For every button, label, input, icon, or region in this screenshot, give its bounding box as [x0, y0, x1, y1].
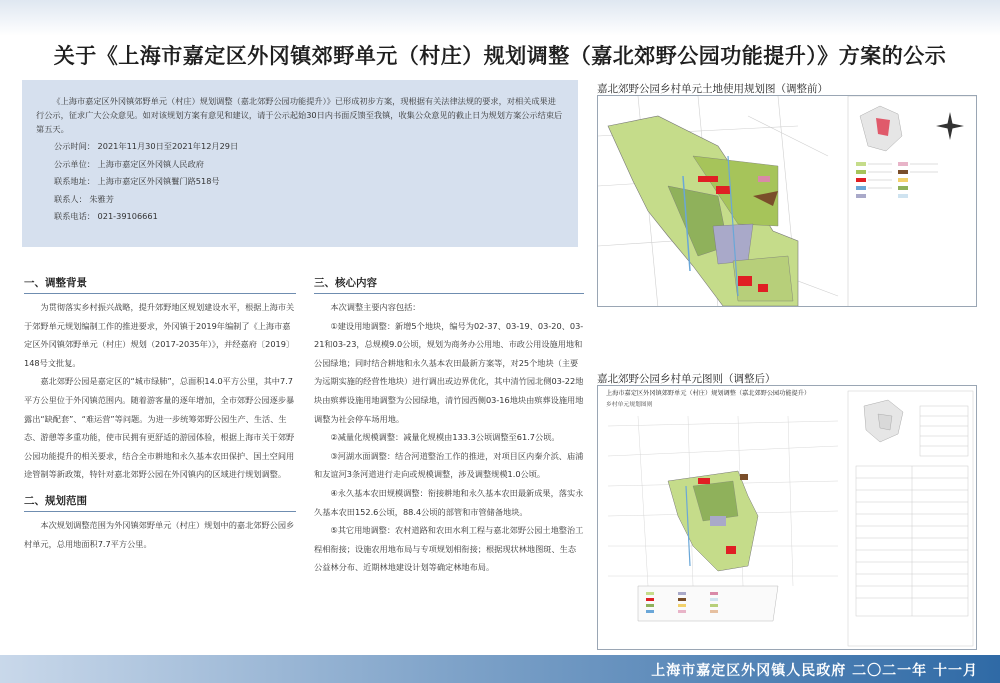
notice-period: 公示时间： 2021年11月30日至2021年12月29日 — [54, 141, 239, 151]
notice-phone: 联系电话： 021-39106661 — [54, 211, 158, 221]
map-after-inner-title: 上海市嘉定区外冈镇郊野单元（村庄）规划调整（嘉北郊野公园功能提升） — [606, 390, 811, 397]
map-after-label: 嘉北郊野公园乡村单元图则（调整后） — [597, 373, 776, 385]
section-2-para-1: 本次规划调整范围为外冈镇郊野单元（村庄）规划中的嘉北郊野公园乡村单元，总用地面积7.7平方公里。 — [24, 519, 295, 549]
map-before-label: 嘉北郊野公园乡村单元土地使用规划图（调整前） — [597, 83, 828, 95]
section-3-item-5: ⑤其它用地调整：农村道路和农田水利工程与嘉北郊野公园土地整治工程相衔接；设施农用地布局与专项规划相衔接；根据现状林地图斑、生态公益林分布、近期林地建设计划等确定林地布局。 — [314, 525, 584, 573]
section-3-item-2: ②减量化规模调整：减量化规模由133.3公顷调整至61.7公顷。 — [330, 432, 560, 443]
land-use-map-after — [598, 386, 977, 650]
section-3-item-1: ①建设用地调整：新增5个地块，编号为02-37、03-19、03-20、03-21和03-23，总规模9.0公顷，规划为商务办公用地、市政公用设施用地和公园绿地；同时结合耕地和永久基本农田最新方案等，对25个地块（主要为远期实施的经营性地块）进行调出或边界优化，其中清竹园北侧03-22地块由殡葬设施用地调整为公园绿地，清竹园西侧03-16地块由殡葬设施用地调整为社会停车场用地。 — [314, 320, 584, 424]
section-3-lead: 本次调整主要内容包括： — [330, 302, 421, 312]
notice-unit: 公示单位： 上海市嘉定区外冈镇人民政府 — [54, 158, 204, 169]
map-after-panel[interactable] — [597, 385, 977, 650]
notice-intro: 《上海市嘉定区外冈镇郊野单元（村庄）规划调整（嘉北郊野公园功能提升）》已形成初步方案，现根据有关法律法规的要求，对相关成果进行公示，征求广大公众意见。如对该规划方案有意见和建议，请于公示起始30日内书面反馈至我镇，收集公众意见的截止日为规划方案公示结束后第五天。 — [36, 96, 563, 134]
notice-contact: 联系人： 朱雅芳 — [54, 193, 114, 204]
page-title: 关于《上海市嘉定区外冈镇郊野单元（村庄）规划调整（嘉北郊野公园功能提升）》方案的公示 — [53, 44, 947, 68]
map-before-panel[interactable] — [597, 95, 977, 307]
section-1-title: 一、调整背景 — [24, 277, 87, 289]
left-column — [24, 274, 296, 553]
header-band — [0, 0, 1000, 36]
section-divider — [314, 293, 584, 294]
section-3-title: 三、核心内容 — [314, 277, 377, 289]
map-after-inner-subtitle: 乡村单元规划图则 — [606, 402, 653, 408]
section-2-title: 二、规划范围 — [24, 494, 87, 507]
section-divider — [24, 293, 296, 294]
notice-address: 联系地址： 上海市嘉定区外冈镇鬟门路518号 — [54, 176, 220, 186]
section-divider — [24, 511, 296, 512]
footer-band — [0, 655, 1000, 683]
notice-box — [22, 80, 578, 247]
land-use-map-before — [598, 96, 977, 307]
middle-column — [314, 274, 584, 577]
footer-issuer-date: 上海市嘉定区外冈镇人民政府 二〇二一年 十一月 — [651, 663, 978, 679]
section-1-para-2: 嘉北郊野公园是嘉定区的“城市绿肺”，总面积14.0平方公里，其中7.7平方公里位于外冈镇范围内。随着游客量的逐年增加，全市郊野公园逐步暴露出“缺配套”、“难运营”等问题。为进一步统筹郊野公园生产、生活、生态、游憩等多重功能，使市民拥有更舒适的游园体验，根据上海市关于郊野公园功能提升的相关要求，结合全市耕地和永久基本农田保护、国土空间用途管制等新政策，特针对嘉北郊野公园在外冈镇内的区域进行规划调整。 — [24, 376, 295, 480]
section-1-para-1: 为贯彻落实乡村振兴战略，提升郊野地区规划建设水平，根据上海市关于郊野单元规划编制工作的推进要求，外冈镇于2019年编制了《上海市嘉定区外冈镇郊野单元（村庄）规划（2017-2035年）》，并经嘉府〔2019〕148号文批复。 — [24, 302, 295, 368]
section-3-item-3: ③河湖水面调整：结合河道整治工作的推进，对项目区内秦介浜、庙浦和友谊河3条河道进行走向或规模调整，涉及调整规模1.0公顷。 — [314, 450, 584, 480]
section-3-item-4: ④永久基本农田规模调整：衔接耕地和永久基本农田最新成果，落实永久基本农田152.6公顷，88.4公顷的部管和市管储备地块。 — [314, 487, 584, 517]
